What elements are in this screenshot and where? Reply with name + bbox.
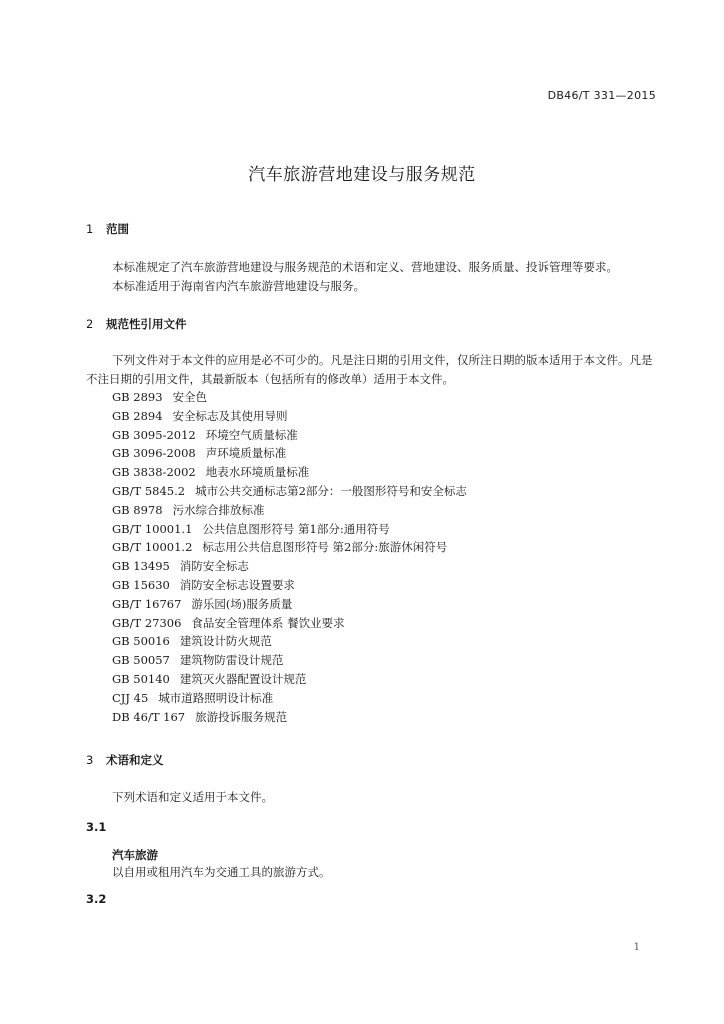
reference-code: GB/T 10001.2 [112,540,193,555]
reference-item [112,538,467,557]
clause-3-1-term: 汽车旅游 [112,848,158,862]
reference-item [112,426,467,445]
reference-code: GB 3096-2008 [112,446,196,461]
page-number: 1 [633,942,640,953]
reference-item [112,595,467,614]
reference-code: GB 2894 [112,408,163,423]
section-1-paragraph-2: 本标准适用于海南省内汽车旅游营地建设与服务。 [112,279,365,293]
reference-code: CJJ 45 [112,690,149,705]
reference-name: 标志用公共信息图形符号 第2部分:旅游休闲符号 [202,540,448,555]
reference-item [112,670,467,689]
reference-name: 安全色 [172,390,208,404]
reference-item [112,614,467,633]
reference-item [112,651,467,670]
section-3-number: 3 [86,753,94,767]
clause-3-1-number: 3.1 [86,820,107,834]
reference-item [112,576,467,595]
reference-name: 建筑物防雷设计规范 [179,653,284,668]
clause-3-1-definition: 以自用或租用汽车为交通工具的旅游方式。 [112,865,331,879]
section-2-number: 2 [86,317,94,331]
reference-code: GB/T 10001.1 [112,521,193,536]
reference-name: 建筑灭火器配置设计规范 [179,671,307,686]
section-1-paragraph-1: 本标准规定了汽车旅游营地建设与服务规范的术语和定义、营地建设、服务质量、投诉管理等要求。 [112,260,618,274]
reference-name: 城市公共交通标志第2部分：一般图形符号和安全标志 [195,483,467,498]
reference-item [112,520,467,539]
section-2-title: 规范性引用文件 [106,317,187,331]
reference-name: 游乐园(场)服务质量 [191,596,293,611]
reference-item [112,388,467,407]
section-1-title: 范围 [106,222,129,236]
reference-item [112,444,467,463]
reference-code: GB 13495 [112,559,170,574]
reference-name: 食品安全管理体系 餐饮业要求 [191,615,345,630]
section-3-intro: 下列术语和定义适用于本文件。 [112,790,273,804]
reference-code: GB/T 27306 [112,615,182,630]
reference-name: 污水综合排放标准 [172,502,265,517]
document-code: DB46/T 331—2015 [547,89,656,102]
section-2-intro: 下列文件对于本文件的应用是必不可少的。凡是注日期的引用文件，仅所注日期的版本适用于本文件。凡是不注日期的引用文件，其最新版本（包括所有的修改单）适用于本文件。 [86,353,653,386]
reference-item [112,482,467,501]
reference-item [112,557,467,576]
reference-item [112,463,467,482]
document-title: 汽车旅游营地建设与服务规范 [248,165,476,185]
reference-name: 城市道路照明设计标准 [158,690,274,705]
normative-reference-list [112,388,467,726]
reference-code: GB 3095-2012 [112,427,196,442]
reference-name: 旅游投诉服务规范 [195,709,288,724]
reference-name: 建筑设计防火规范 [179,634,272,649]
reference-code: GB 2893 [112,390,163,404]
reference-name: 安全标志及其使用导则 [172,408,288,423]
reference-code: GB 8978 [112,502,163,517]
reference-name: 声环境质量标准 [205,446,287,461]
reference-code: DB 46/T 167 [112,709,186,724]
reference-name: 公共信息图形符号 第1部分:通用符号 [202,521,390,536]
reference-code: GB/T 5845.2 [112,483,186,498]
section-2-heading [86,316,187,332]
reference-name: 环境空气质量标准 [205,427,298,442]
section-3-title: 术语和定义 [106,753,164,767]
section-1-number: 1 [86,222,94,236]
reference-item [112,708,467,727]
reference-item [112,689,467,708]
reference-item [112,501,467,520]
reference-code: GB 50140 [112,671,170,686]
reference-item [112,632,467,651]
reference-item [112,407,467,426]
reference-code: GB/T 16767 [112,596,182,611]
reference-code: GB 50016 [112,634,170,649]
section-1-heading [86,221,129,237]
reference-name: 消防安全标志设置要求 [179,577,295,592]
clause-3-2-number: 3.2 [86,892,107,906]
reference-code: GB 50057 [112,653,170,668]
section-3-heading [86,752,164,768]
reference-name: 消防安全标志 [179,559,249,574]
reference-name: 地表水环境质量标准 [205,465,310,480]
reference-code: GB 3838-2002 [112,465,196,480]
reference-code: GB 15630 [112,577,170,592]
